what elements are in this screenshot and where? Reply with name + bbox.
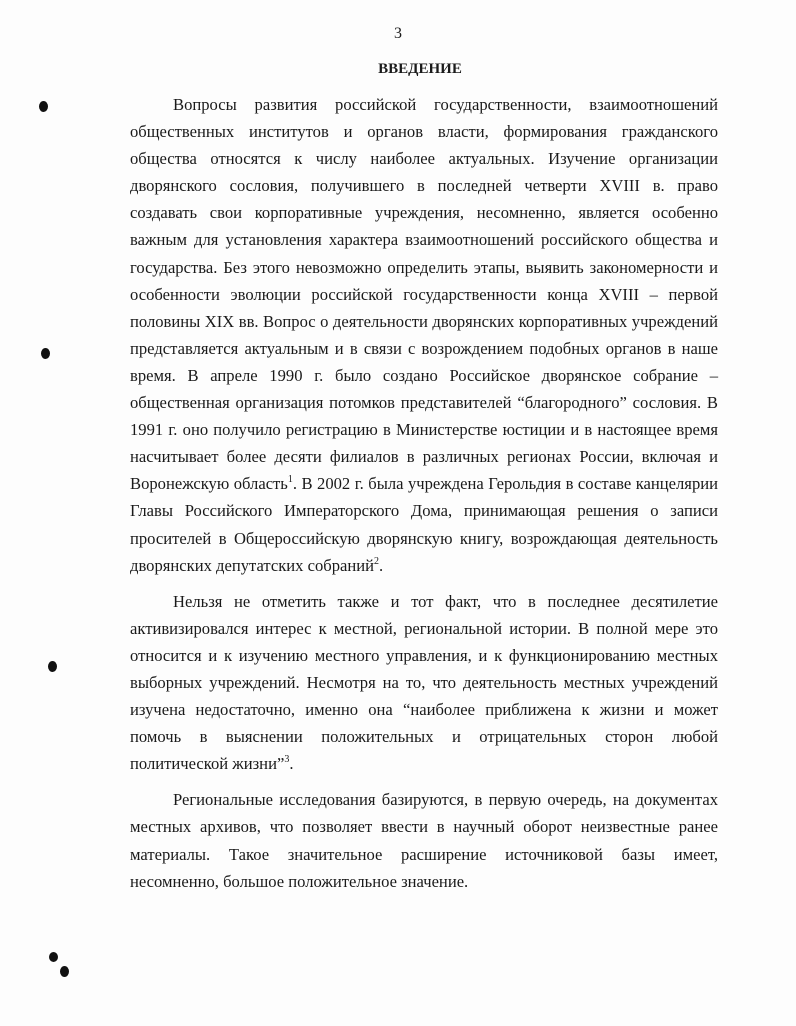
- paragraph-text: Региональные исследования базируются, в первую очередь, на документах местных архивов, что позволяет ввести в научный оборот неизвестные ранее материалы. Такое значительное расширение источниковой базы имеет, несомненно, большое положительное значение.: [130, 790, 718, 891]
- paragraph-1: [130, 91, 718, 579]
- body-text: [130, 91, 718, 895]
- paragraph-text: Вопросы развития российской государственности, взаимоотношений общественных институтов и органов власти, формирования гражданского общества относятся к числу наиболее актуальных. Изучение организации дворянского сословия, получившего в последней четверти XVIII в. право создавать свои корпоративные учреждения, несомненно, является особенно важным для установления характера взаимоотношений российского общества и государства. Без этого невозможно определить этапы, выявить закономерности и особенности эволюции российской государственности конца XVIII – первой половины XIX вв. Вопрос о деятельности дворянских корпоративных учреждений представляется актуальным и в связи с возрождением подобных органов в наше время. В апреле 1990 г. было создано Российское дворянское собрание – общественная организация потомков представителей “благородного” сословия. В 1991 г. оно получило регистрацию в Министерстве юстиции и в настоящее время насчитывает более десяти филиалов в различных регионах России, включая и Воронежскую область: [130, 95, 718, 494]
- paragraph-text: .: [379, 555, 384, 575]
- footnote-marker: 3: [284, 754, 290, 766]
- page-number: 3: [394, 25, 402, 42]
- scan-speck: [60, 966, 69, 977]
- paragraph-2: [130, 588, 718, 778]
- scan-speck: [39, 101, 48, 112]
- scan-speck: [41, 348, 50, 359]
- paragraph-text: .: [289, 754, 294, 774]
- paragraph-3: [130, 786, 718, 894]
- page-heading: ВВЕДЕНИЕ: [378, 61, 462, 77]
- paragraph-text: . В 2002 г. была учреждена Герольдия в составе канцелярии Главы Российского Императорского Дома, принимающая решения о записи просителей в Общероссийскую дворянскую книгу, возрождающая деятельность дворянских депутатских собраний: [130, 474, 718, 575]
- scan-speck: [49, 952, 58, 962]
- scan-speck: [48, 661, 57, 672]
- footnote-marker: 2: [374, 555, 380, 567]
- footnote-marker: 1: [287, 474, 293, 486]
- paragraph-text: Нельзя не отметить также и тот факт, что в последнее десятилетие активизировался интерес к местной, региональной истории. В полной мере это относится и к изучению местного управления, и к функционированию местных выборных учреждений. Несмотря на то, что деятельность местных учреждений изучена недостаточно, именно она “наиболее приближена к жизни и может помочь в выяснении положительных и отрицательных сторон любой политической жизни”: [130, 591, 718, 774]
